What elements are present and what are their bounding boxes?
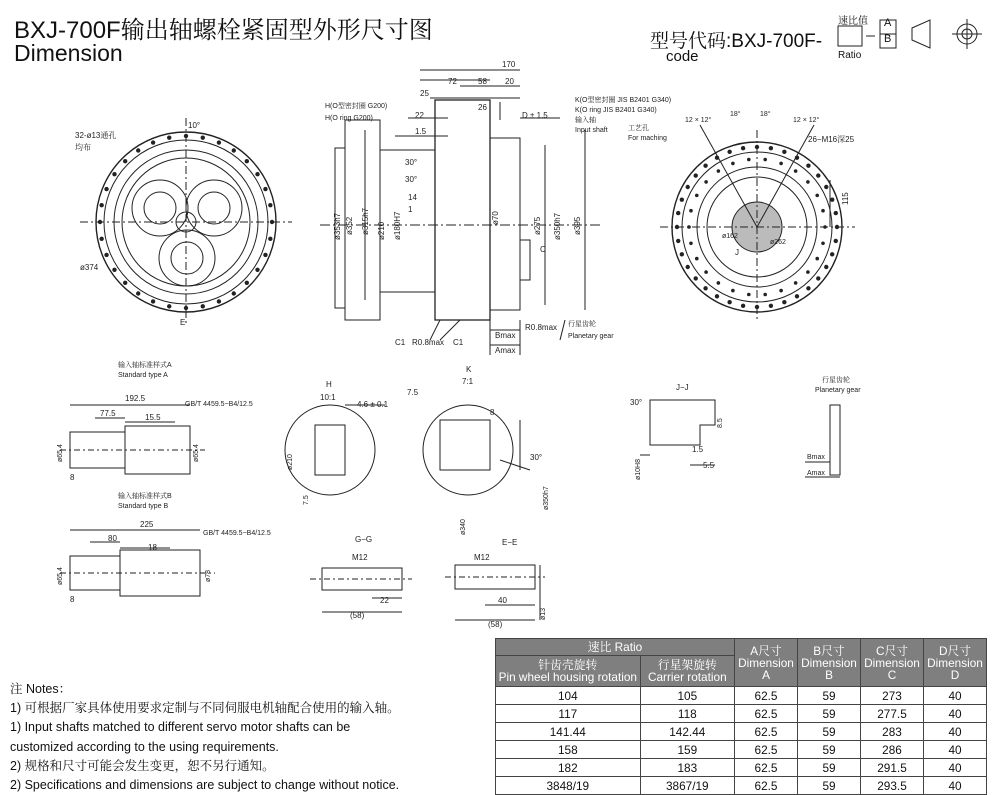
detail-k-dim-5: ø350h7 <box>543 486 550 510</box>
table-cell: 286 <box>861 741 924 759</box>
section-g-dim-1: 22 <box>380 596 389 605</box>
detail-j <box>640 400 715 465</box>
shaft-b-std: GB/T 4459.5−B4/12.5 <box>203 530 271 537</box>
bolt-hole <box>834 211 838 215</box>
right-angle-4: 12 × 12° <box>793 117 820 124</box>
notes-line-2: 1) Input shafts matched to different servo motor shafts can be <box>10 720 351 735</box>
bolt-hole <box>689 241 693 245</box>
bolt-hole <box>123 281 127 285</box>
bolt-hole <box>263 253 267 257</box>
detail-k-dim-2: 8 <box>490 408 495 417</box>
table-cell: 158 <box>496 741 641 759</box>
side-dim-25: 25 <box>420 89 429 98</box>
side-seal-h-en: H(O ring G200) <box>325 115 373 122</box>
detail-h-dim-1: 4.6 ± 0.1 <box>357 400 389 409</box>
table-cell: 273 <box>861 687 924 705</box>
section-e-dim-2: (58) <box>488 620 503 629</box>
table-cell: 62.5 <box>735 723 798 741</box>
gear-title-zh: 行星齿轮 <box>822 377 850 384</box>
shaft-b-dim-2: 80 <box>108 534 117 543</box>
left-dia-label: ø374 <box>80 263 99 272</box>
bolt-hole <box>741 146 745 150</box>
table-cell: 62.5 <box>735 741 798 759</box>
bolt-hole <box>676 211 680 215</box>
table-cell: 59 <box>798 741 861 759</box>
table-cell: 3848/19 <box>496 777 641 795</box>
bolt-hole <box>830 252 834 256</box>
bolt-hole <box>816 173 820 177</box>
side-dim-22: 22 <box>415 111 424 120</box>
table-cell: 40 <box>924 759 987 777</box>
notes-line-5: 2) Specifications and dimensions are subject to change without notice. <box>10 778 400 793</box>
side-angle-2: 30° <box>405 175 418 184</box>
right-dim-115: 115 <box>841 192 850 205</box>
table-cell: 62.5 <box>735 759 798 777</box>
bolt-hole <box>703 164 707 168</box>
table-cell: 59 <box>798 687 861 705</box>
table-col-a: A尺寸 Dimension A <box>735 639 798 687</box>
table-cell: 59 <box>798 723 861 741</box>
bolt-hole <box>112 172 116 176</box>
table-cell: 104 <box>496 687 641 705</box>
box-a-label: A <box>884 17 892 29</box>
bolt-hole <box>727 300 731 304</box>
table-cell: 40 <box>924 705 987 723</box>
side-dia-210: ø210 <box>377 221 386 240</box>
bolt-hole <box>704 180 708 184</box>
page-title-en: Dimension <box>14 40 123 66</box>
side-dia-350: ø350h7 <box>553 212 562 240</box>
side-amax: Amax <box>495 346 516 355</box>
table-cell: 59 <box>798 759 861 777</box>
ratio-label-en: Ratio <box>838 50 862 61</box>
left-hole-note: 均布 <box>75 143 91 152</box>
bolt-hole <box>184 134 188 138</box>
detail-k-dim-4: ø340 <box>460 519 467 535</box>
projection-symbol <box>912 20 930 48</box>
notes-line-1: 1) 可根据厂家具体使用要求定制与不同伺服电机轴配合使用的输入轴。 <box>10 701 400 716</box>
table-cell: 277.5 <box>861 705 924 723</box>
bolt-hole <box>686 265 690 269</box>
detail-k-dim-3: 30° <box>530 453 543 462</box>
bolt-hole <box>245 159 249 163</box>
right-dim-162: ø162 <box>722 233 738 240</box>
table-col-carrier: 行星架旋转 Carrier rotation <box>640 656 734 687</box>
shaft-a-dia-1: ø65.4 <box>57 444 64 462</box>
section-e-dim-3: ø13 <box>540 607 547 620</box>
bolt-hole <box>779 289 783 293</box>
bolt-hole <box>823 225 827 229</box>
table-cell: 59 <box>798 777 861 795</box>
bolt-hole <box>821 209 825 213</box>
side-dim-26: 26 <box>478 103 487 112</box>
bolt-hole <box>821 241 825 245</box>
shaft-b-title-en: Standard type B <box>118 503 169 510</box>
table-col-d: D尺寸 Dimension D <box>924 639 987 687</box>
shaft-a-title-en: Standard type A <box>118 372 168 379</box>
bolt-hole <box>151 140 155 144</box>
bolt-hole <box>99 237 103 241</box>
bolt-hole <box>769 146 773 150</box>
bolt-hole <box>824 185 828 189</box>
section-g-thread: M12 <box>352 553 368 562</box>
side-input-zh: 输入轴 <box>575 117 596 124</box>
right-section-j: J <box>735 248 739 257</box>
bolt-hole <box>695 194 699 198</box>
bolt-hole <box>806 180 810 184</box>
bolt-hole <box>782 150 786 154</box>
detail-h-title: H <box>326 380 332 389</box>
detail-k <box>423 405 530 495</box>
right-dim-262: ø262 <box>770 239 786 246</box>
table-cell: 293.5 <box>861 777 924 795</box>
shaft-b-dia-1: ø65.4 <box>57 567 64 585</box>
side-dia-275: ø275 <box>533 216 542 235</box>
bolt-hole <box>184 306 188 310</box>
side-gear-en: Planetary gear <box>568 333 614 340</box>
table-cell: 182 <box>496 759 641 777</box>
bolt-hole <box>815 257 819 261</box>
bolt-hole <box>112 268 116 272</box>
front-view-right <box>660 125 855 320</box>
table-cell: 117 <box>496 705 641 723</box>
bolt-hole <box>715 294 719 298</box>
table-cell: 40 <box>924 723 987 741</box>
side-input-en: Input shaft <box>575 127 608 134</box>
detail-h-dim-3: 7.5 <box>303 495 310 505</box>
section-e-dim-1: 40 <box>498 596 507 605</box>
shaft-a-std: GB/T 4459.5−B4/12.5 <box>185 401 253 408</box>
section-g-title: G−G <box>355 535 373 544</box>
shaft-a-dim-4: 8 <box>70 473 75 482</box>
bolt-hole <box>727 150 731 154</box>
detail-k-title: K <box>466 365 472 374</box>
right-tool-en: For maching <box>628 135 667 142</box>
bolt-hole <box>694 276 698 280</box>
model-code-label-en: code <box>666 48 699 65</box>
shaft-a-dim-3: 15.5 <box>145 413 161 422</box>
side-dim-58: 58 <box>478 77 487 86</box>
notes-title: 注 Notes： <box>10 682 72 696</box>
bolt-hole <box>232 148 236 152</box>
table-cell: 141.44 <box>496 723 641 741</box>
side-bottom-r08: R0.8max <box>412 338 445 347</box>
table-cell: 59 <box>798 705 861 723</box>
bolt-hole <box>99 203 103 207</box>
gear-bmax: Bmax <box>807 454 825 461</box>
bolt-hole <box>769 304 773 308</box>
bolt-hole <box>731 162 735 166</box>
shaft-b-dia-2: ø78 <box>205 569 212 582</box>
bolt-hole <box>717 169 721 173</box>
bolt-hole <box>201 135 205 139</box>
bolt-hole <box>703 286 707 290</box>
left-section-label: E <box>180 318 186 327</box>
side-bottom-r08b: R0.8max <box>525 323 558 332</box>
table-cell: 40 <box>924 777 987 795</box>
bolt-hole <box>834 239 838 243</box>
side-dia-70: ø70 <box>491 211 500 225</box>
table-cell: 40 <box>924 741 987 759</box>
shaft-b-dim-3: 18 <box>148 543 157 552</box>
side-dim-1-5: 1.5 <box>415 127 427 136</box>
bolt-hole <box>695 257 699 261</box>
detail-k-dim-1: 7.5 <box>407 388 419 397</box>
bolt-hole <box>806 286 810 290</box>
bolt-hole <box>687 225 691 229</box>
bolt-hole <box>763 293 767 297</box>
bolt-hole <box>717 281 721 285</box>
side-bmax: Bmax <box>495 331 516 340</box>
left-hole-label: 32-ø13通孔 <box>75 131 117 140</box>
detail-j-dim-2: 8.5 <box>717 418 724 428</box>
bolt-hole <box>755 145 759 149</box>
right-angle-2: 18° <box>730 111 741 118</box>
bolt-hole <box>245 281 249 285</box>
side-dia-395: ø395 <box>573 216 582 235</box>
bolt-hole <box>747 293 751 297</box>
right-angle-3: 18° <box>760 111 771 118</box>
table-cell: 183 <box>640 759 734 777</box>
section-e-title: E−E <box>502 538 518 547</box>
detail-j-dim-5: ø10H8 <box>635 458 642 480</box>
gear-detail <box>805 405 840 477</box>
side-dim-20: 20 <box>505 77 514 86</box>
bolt-hole <box>104 253 108 257</box>
side-dia-180: ø180H7 <box>393 211 402 240</box>
shaft-b-title-zh: 输入轴标准样式B <box>118 493 172 500</box>
ratio-label-zh: 速比值 <box>838 16 868 27</box>
table-row <box>496 741 987 759</box>
table-cell: 283 <box>861 723 924 741</box>
side-small-1: 1 <box>408 205 413 214</box>
table-cell: 62.5 <box>735 777 798 795</box>
table-cell: 3867/19 <box>640 777 734 795</box>
side-dim-170: 170 <box>502 60 516 69</box>
side-d-label: D ± 1.5 <box>522 111 548 120</box>
bolt-hole <box>747 158 751 162</box>
bolt-hole <box>263 187 267 191</box>
table-row <box>496 723 987 741</box>
detail-j-dim-3: 1.5 <box>692 445 704 454</box>
side-small-c: C <box>540 245 546 254</box>
side-dia-353: ø353h7 <box>333 212 342 240</box>
detail-j-title: J−J <box>676 383 689 392</box>
side-bottom-c1b: C1 <box>453 338 464 347</box>
shaft-type-b <box>60 530 215 596</box>
bolt-hole <box>794 169 798 173</box>
bolt-hole <box>104 187 108 191</box>
bolt-hole <box>715 156 719 160</box>
section-e <box>445 565 545 620</box>
side-small-14: 14 <box>408 193 417 202</box>
bolt-hole <box>835 225 839 229</box>
side-dia-352: ø352 <box>345 216 354 235</box>
bolt-hole <box>680 197 684 201</box>
front-view-left <box>80 118 292 326</box>
bolt-hole <box>136 148 140 152</box>
table-cell: 142.44 <box>640 723 734 741</box>
bolt-hole <box>806 164 810 168</box>
section-g-dim-2: (58) <box>350 611 365 620</box>
table-cell: 62.5 <box>735 705 798 723</box>
bolt-hole <box>217 140 221 144</box>
bolt-hole <box>675 225 679 229</box>
table-cell: 40 <box>924 687 987 705</box>
shaft-b-dim-1: 225 <box>140 520 154 529</box>
bolt-hole <box>816 276 820 280</box>
right-thread: 26−M16深25 <box>808 135 855 144</box>
bolt-hole <box>755 305 759 309</box>
bolt-hole <box>731 289 735 293</box>
ratio-dimension-table <box>495 638 987 795</box>
table-row <box>496 705 987 723</box>
bolt-hole <box>255 268 259 272</box>
side-seal-k-en: K(O ring JIS B2401 G340) <box>575 107 657 114</box>
table-col-c: C尺寸 Dimension C <box>861 639 924 687</box>
shaft-b-dim-4: 8 <box>70 595 75 604</box>
bolt-hole <box>151 299 155 303</box>
box-b-label: B <box>884 33 892 45</box>
bolt-hole <box>201 304 205 308</box>
side-angle-1: 30° <box>405 158 418 167</box>
side-dia-315: ø315h7 <box>361 207 370 235</box>
table-cell: 118 <box>640 705 734 723</box>
detail-j-dim-1: 30° <box>630 398 643 407</box>
bolt-hole <box>779 162 783 166</box>
bolt-hole <box>704 270 708 274</box>
right-angle-1: 12 × 12° <box>685 117 712 124</box>
bolt-hole <box>680 252 684 256</box>
side-seal-h-zh: H(O型密封圈 G200) <box>325 103 388 110</box>
bolt-hole <box>795 294 799 298</box>
shaft-a-dia-2: ø65.4 <box>193 444 200 462</box>
bolt-hole <box>763 158 767 162</box>
detail-h-scale: 10:1 <box>320 393 336 402</box>
shaft-a-title-zh: 输入轴标准样式A <box>118 362 172 369</box>
left-angle-label: 10° <box>188 121 201 130</box>
bolt-hole <box>136 291 140 295</box>
bolt-hole <box>167 304 171 308</box>
section-g <box>310 568 412 612</box>
section-e-thread: M12 <box>474 553 490 562</box>
page-title-zh: BXJ-700F输出轴螺栓紧固型外形尺寸图 <box>14 17 433 44</box>
gear-amax: Amax <box>807 470 825 477</box>
model-code-label: 型号代码:BXJ-700F- <box>650 31 823 52</box>
bolt-hole <box>167 135 171 139</box>
bolt-hole <box>217 299 221 303</box>
bolt-hole <box>795 156 799 160</box>
side-dim-72: 72 <box>448 77 457 86</box>
bolt-hole <box>794 281 798 285</box>
bolt-hole <box>268 237 272 241</box>
bolt-hole <box>232 291 236 295</box>
detail-h-dim-2: ø210 <box>287 454 294 470</box>
detail-h <box>285 405 385 495</box>
ratio-box <box>838 26 862 46</box>
table-row <box>496 777 987 795</box>
table-cell: 159 <box>640 741 734 759</box>
bolt-hole <box>689 209 693 213</box>
bolt-hole <box>270 220 274 224</box>
side-gear-zh: 行星齿轮 <box>568 321 596 328</box>
table-row <box>496 759 987 777</box>
detail-k-scale: 7:1 <box>462 377 474 386</box>
table-cell: 105 <box>640 687 734 705</box>
bolt-hole <box>782 300 786 304</box>
bolt-hole <box>830 197 834 201</box>
bolt-hole <box>123 159 127 163</box>
bolt-hole <box>676 239 680 243</box>
notes-line-4: 2) 规格和尺寸可能会发生变更，恕不另行通知。 <box>10 758 275 773</box>
notes <box>10 680 400 795</box>
table-cell: 291.5 <box>861 759 924 777</box>
bolt-hole <box>815 194 819 198</box>
table-col-b: B尺寸 Dimension B <box>798 639 861 687</box>
table-cell: 62.5 <box>735 687 798 705</box>
bolt-hole <box>806 270 810 274</box>
bolt-hole <box>824 265 828 269</box>
table-col-pin-wheel: 针齿壳旋转 Pin wheel housing rotation <box>496 656 641 687</box>
bolt-hole <box>741 304 745 308</box>
bolt-hole <box>98 220 102 224</box>
shaft-a-dim-2: 77.5 <box>100 409 116 418</box>
table-row <box>496 687 987 705</box>
bolt-hole <box>686 185 690 189</box>
shaft-a-dim-1: 192.5 <box>125 394 146 403</box>
shaft-type-a <box>60 405 205 474</box>
gear-title-en: Planetary gear <box>815 387 861 394</box>
notes-line-3: customized according to the using requirements. <box>10 739 279 754</box>
bolt-hole <box>268 203 272 207</box>
side-seal-k-zh: K(O型密封圈 JIS B2401 G340) <box>575 97 672 104</box>
side-bottom-c1: C1 <box>395 338 406 347</box>
right-tool-zh: 工艺孔 <box>628 125 649 132</box>
detail-j-dim-4: 5.5 <box>703 461 715 470</box>
table-ratio-header: 速比 Ratio <box>496 639 735 656</box>
bolt-hole <box>255 172 259 176</box>
bolt-hole <box>694 173 698 177</box>
